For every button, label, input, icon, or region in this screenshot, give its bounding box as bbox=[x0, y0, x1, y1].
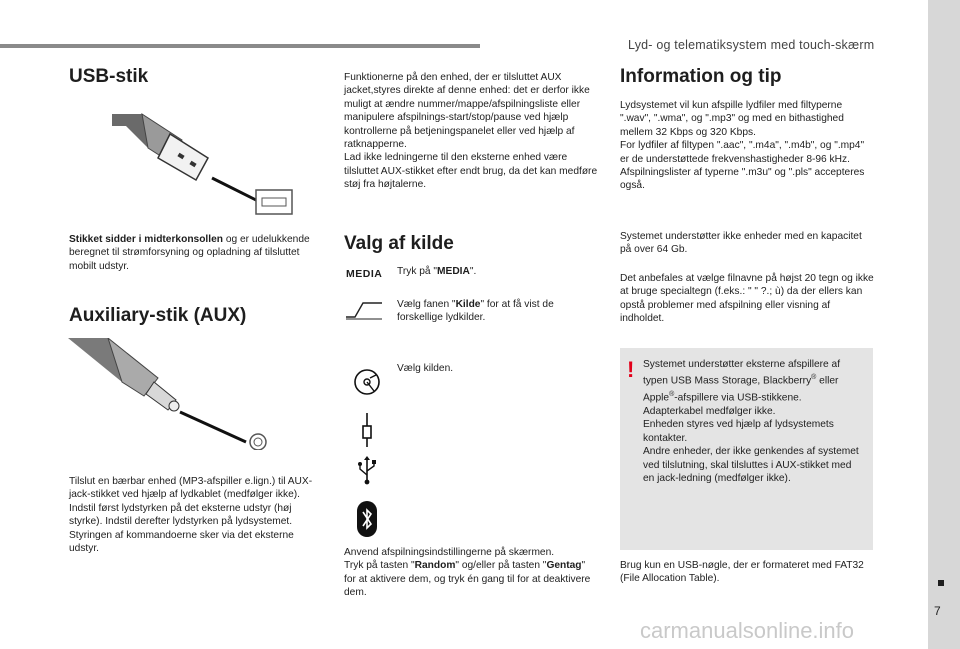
tab-icon bbox=[345, 300, 383, 320]
functions-text-1: Funktionerne på den enhed, der er tilsluttet AUX jacket,styres direkte af denne enhed: det er derfor ikke muligt at ændre nummer/mappe/afspilningsliste eller manipulere afspilnings-start/stop/pause ved hjælp kontrollerne på betjeningspanelet eller ved hjælp af ratknapperne. bbox=[344, 72, 590, 151]
usb-description-bold: Stikket sidder i midterkonsollen bbox=[69, 234, 223, 245]
gentag-label: Gentag bbox=[546, 560, 582, 572]
bluetooth-icon bbox=[356, 500, 378, 538]
jack-icon bbox=[358, 412, 376, 448]
notice-a: Systemet understøtter eksterne afspillere af typen USB Mass Storage, Blackberry bbox=[643, 359, 841, 387]
watermark: carmanualsonline.info bbox=[640, 618, 855, 643]
step-2 bbox=[397, 298, 597, 325]
media-button-label: MEDIA bbox=[346, 268, 383, 280]
playback-post: " for at aktivere dem, og tryk én gang til for at deaktivere dem. bbox=[344, 560, 591, 599]
step-1-pre: Tryk på " bbox=[397, 266, 438, 277]
aux-jack-illustration bbox=[68, 338, 274, 450]
usb-icon bbox=[356, 455, 378, 485]
aux-text-3: Styringen af kommandoerne sker via det eksterne udstyr. bbox=[69, 529, 294, 555]
step-1 bbox=[397, 265, 597, 278]
reg-mark-1: ® bbox=[811, 374, 817, 382]
notice-c: -afspillere via USB-stikkene. bbox=[674, 392, 802, 404]
usb-plug-illustration bbox=[112, 106, 298, 216]
functions-text bbox=[344, 71, 599, 192]
file-format-line-2: For lydfiler af filtypen ".aac", ".m4a", ".m4b", og ".mp4" er de understøttede frekvenshastigheder 8-96 kHz. bbox=[620, 140, 865, 165]
usb-description-text: og er udelukkende beregnet til strømforsyning og opladning af tilsluttet mobilt udstyr. bbox=[69, 234, 310, 272]
capacity-info: Systemet understøtter ikke enheder med en kapacitet på over 64 Gb. bbox=[620, 231, 862, 256]
step-2-pre: Vælg fanen " bbox=[397, 299, 456, 310]
file-format-info bbox=[620, 99, 875, 193]
heading-usb: USB-stik bbox=[69, 66, 149, 87]
playback-text-2 bbox=[344, 559, 599, 599]
playback-mid: " og/eller på tasten " bbox=[455, 560, 547, 572]
page-number: 7 bbox=[934, 604, 941, 618]
step-3: Vælg kilden. bbox=[397, 363, 454, 374]
notice-line-3: Enheden styres ved hjælp af lydsystemets kontakter. bbox=[643, 419, 834, 444]
notice-line-4: Andre enheder, der ikke genkendes af systemet ved tilslutning, skal tilsluttes i AUX-stikket med en jack-ledning (medfølger ikke). bbox=[643, 446, 859, 485]
aux-text-1: Tilslut en bærbar enhed (MP3-afspiller e.lign.) til AUX-jack-stikket ved hjælp af lydkablet (medfølger ikke). bbox=[69, 476, 313, 501]
filename-info: Det anbefales at vælge filnavne på højst 20 tegn og ikke at bruge specialtegn (f.eks.: " " ?.; ù) da der ellers kan opstå problemer med afspilning eller visning af indholdet. bbox=[620, 273, 874, 325]
aux-description bbox=[69, 475, 319, 555]
step-1-bold: MEDIA bbox=[437, 266, 470, 277]
cd-icon bbox=[354, 369, 380, 395]
random-label: Random bbox=[414, 560, 456, 572]
heading-info: Information og tip bbox=[620, 66, 782, 87]
heading-valg: Valg af kilde bbox=[344, 233, 454, 254]
notice-line-1 bbox=[643, 358, 865, 405]
playback-pre: Tryk på tasten " bbox=[344, 560, 415, 572]
playback-text-1: Anvend afspilningsindstillingerne på skærmen. bbox=[344, 547, 555, 558]
notice-b: eller Apple bbox=[643, 375, 839, 404]
heading-aux: Auxiliary-stik (AUX) bbox=[69, 305, 247, 326]
playback-options bbox=[344, 546, 599, 600]
functions-text-2: Lad ikke ledningerne til den eksterne enhed være tilsluttet AUX-stikket efter endt brug, da det kan medføre støj fra højtalerne. bbox=[344, 152, 598, 191]
header-rule bbox=[0, 44, 480, 48]
usb-format-info: Brug kun en USB-nøgle, der er formateret med FAT32 (File Allocation Table). bbox=[620, 560, 864, 585]
aux-text-2: Indstil først lydstyrken på det eksterne udstyr (høj styrke). Indstil derefter lydstyrken på lydsystemet. bbox=[69, 502, 293, 528]
side-tab bbox=[928, 0, 960, 649]
reg-mark-2: ® bbox=[669, 391, 675, 399]
notice-line-2: Adapterkabel medfølger ikke. bbox=[643, 406, 776, 417]
page-header-title: Lyd- og telematiksystem med touch-skærm bbox=[628, 38, 875, 52]
notice-text bbox=[643, 358, 865, 485]
page-marker bbox=[938, 580, 944, 586]
step-2-bold: Kilde bbox=[455, 299, 481, 310]
file-format-line-1: Lydsystemet vil kun afspille lydfiler med filtyperne ".wav", ".wma", og ".mp3" og med en bithastighed mellem 32 Kbps og 320 Kbps. bbox=[620, 100, 844, 138]
usb-description bbox=[69, 233, 319, 273]
step-1-post: ". bbox=[469, 266, 477, 277]
warning-icon: ! bbox=[627, 357, 635, 382]
file-format-line-3: Afspilningslister af typerne ".m3u" og ".pls" accepteres også. bbox=[620, 167, 865, 192]
step-2-post: " for at få vist de forskellige lydkilder. bbox=[397, 299, 554, 324]
